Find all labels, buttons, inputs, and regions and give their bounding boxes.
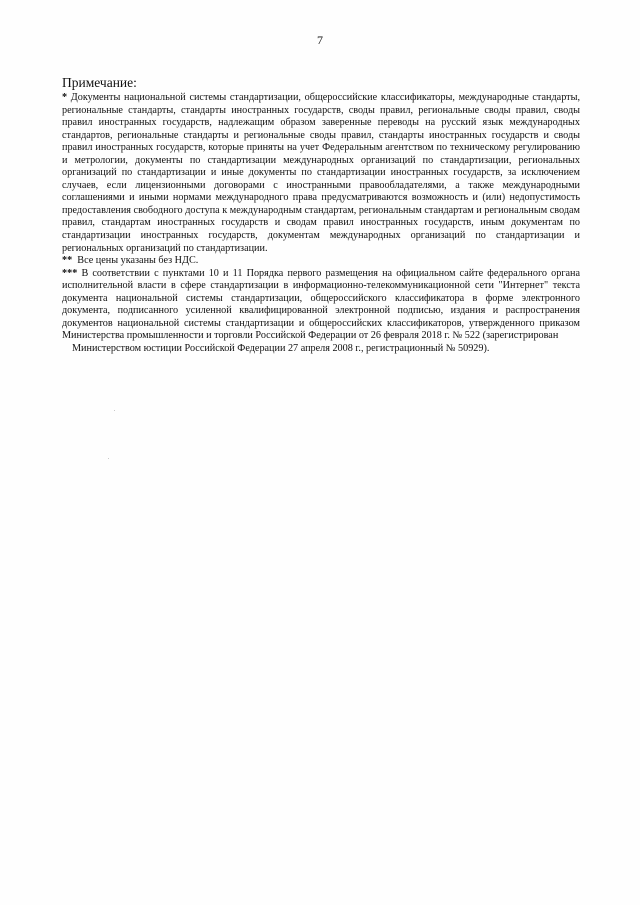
scan-speck <box>108 458 109 459</box>
footnote-3 <box>62 268 580 356</box>
footnote-1-marker: * <box>62 92 68 103</box>
footnote-3-marker: *** <box>62 267 78 279</box>
footnote-1 <box>62 92 580 255</box>
footnote-2-marker: ** <box>62 255 73 267</box>
footnote-2-text: Все цены указаны без НДС. <box>77 255 199 267</box>
note-section <box>62 75 580 355</box>
footnote-2 <box>62 255 580 268</box>
note-heading: Примечание: <box>62 75 137 90</box>
footnote-3-text: В соответствии с пунктами 10 и 11 Порядка первого размещения на официальном сайте федерального органа исполнительной власти в сфере стандартизации в информационно-телекоммуникационной сети "Интернет" текста документа национальной системы стандартизации, общероссийского классификатора в форме электронного документа, подписанного усиленной квалифицированной электронной подписью, издания и распространения документов национальной системы стандартизации и общероссийских классификаторов, утвержденного приказом Министерства промышленности и торговли Российской Федерации от 26 февраля 2018 г. № 522 (зарегистрирован <box>62 267 580 342</box>
footnote-3-tail: Министерством юстиции Российской Федерации 27 апреля 2008 г., регистрационный № 50929). <box>72 342 490 354</box>
page-number: 7 <box>317 33 323 47</box>
footnote-1-text: Документы национальной системы стандартизации, общероссийские классификаторы, международные стандарты, региональные стандарты, стандарты иностранных государств, своды правил, региональные своды правил, своды правил иностранных государств, надлежащим образом заверенные переводы на русский язык международных стандартов, региональные стандарты и региональные своды правил, стандарты иностранных государств и своды правил иностранных государств, которые приняты на учет Федеральным агентством по техническому регулированию и метрологии, документы по стандартизации международных организаций по стандартизации, региональных организаций по стандартизации и иные документы по стандартизации иностранных государств, за исключением случаев, если лицензионными договорами с иностранными правообладателями, а также международными соглашениями и иными нормами международного права предусматриваются возможность и (или) недопустимость предоставления свободного доступа к международным стандартам, региональным стандартам и региональным сводам правил, стандартам иностранных государств и сводам правил иностранных государств, иным документам по стандартизации иностранных государств, документам международных организаций по стандартизации и региональных организаций по стандартизации. <box>62 92 580 254</box>
scan-speck <box>114 410 115 411</box>
